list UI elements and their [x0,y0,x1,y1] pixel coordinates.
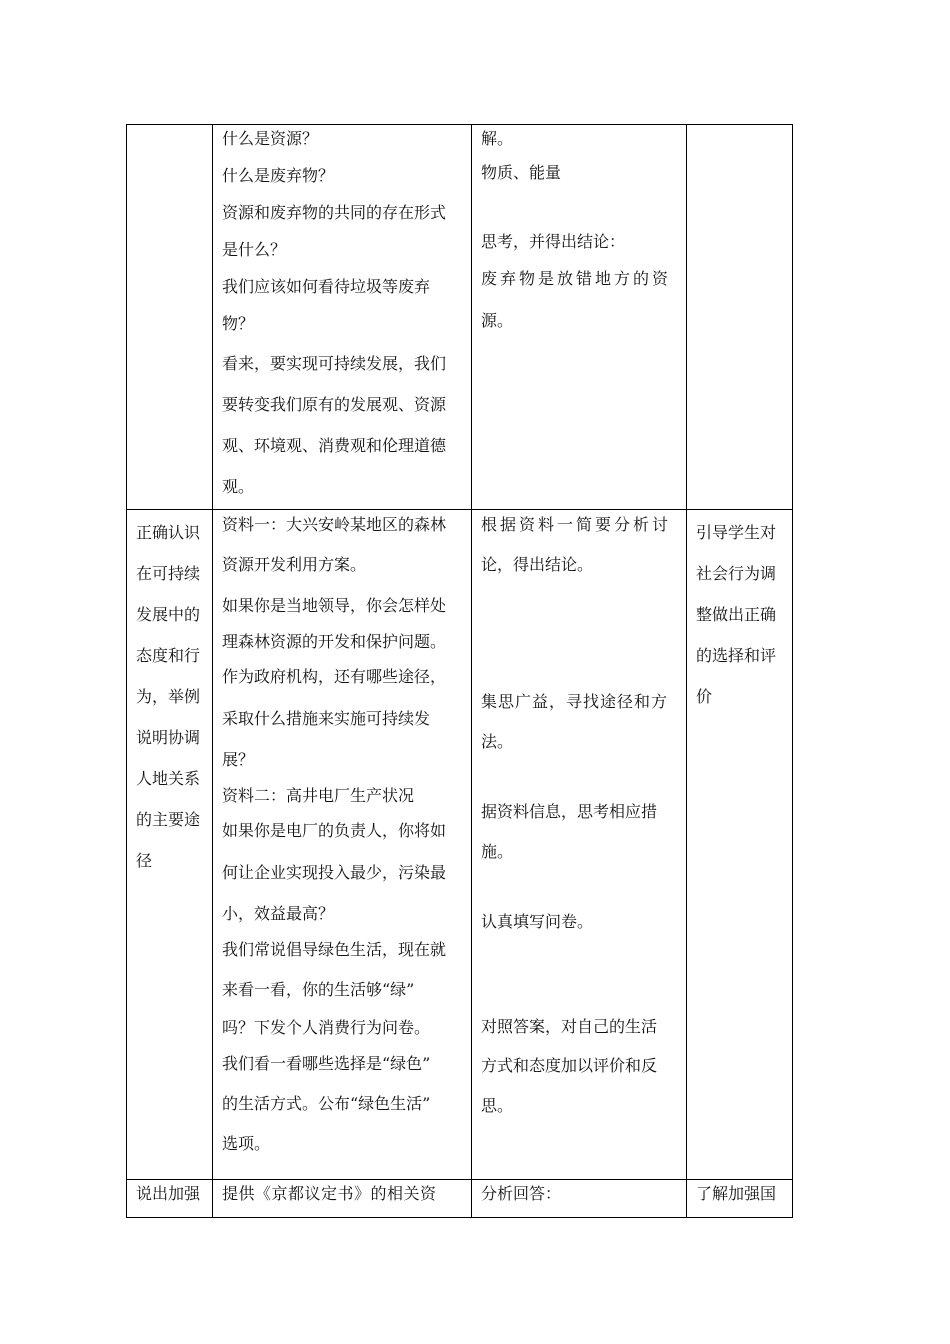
row2-col2-line: 吗？下发个人消费行为问卷。 [222,1018,431,1037]
row1-col3-line: 物质、能量 [481,163,562,182]
row1-col3-line: 源。 [481,311,514,330]
row3-col3-cell [481,1184,681,1204]
column-divider-3 [686,124,687,1218]
row2-col1-line: 在可持续 [136,564,201,583]
row1-col2-line: 什么是资源？ [222,129,319,148]
row1-col3-line: 解。 [481,129,514,148]
row3-col3-line: 分析回答： [481,1184,562,1203]
row2-col2-line: 资料二：高井电厂生产状况 [222,786,415,805]
row2-col2-line: 采取什么措施来实施可持续发 [222,709,431,728]
row2-col4-line: 的选择和评 [696,646,777,665]
row2-col4-line: 整做出正确 [696,605,777,624]
row1-col2-line: 是什么？ [222,240,287,259]
row-divider-1 [126,509,793,510]
row2-col3-line: 施。 [481,842,514,861]
row2-col2-line: 作为政府机构，还有哪些途径， [222,667,447,686]
row3-col2-cell [222,1184,462,1204]
row2-col1-line: 为，举例 [136,687,201,706]
row3-col4-cell [696,1184,790,1204]
row1-col2-cell [222,120,462,507]
row1-col2-line: 资源和废弃物的共同的存在形式 [222,203,447,222]
row2-col2-line: 何让企业实现投入最少，污染最 [222,863,447,882]
table-border-right [792,124,793,1218]
row3-col4-line: 了解加强国 [696,1184,777,1203]
row2-col2-line: 资源开发利用方案。 [222,555,367,574]
row2-col1-line: 说明协调 [136,728,201,747]
lesson-plan-table [126,124,793,1218]
row2-col3-line: 对照答案，对自己的生活 [481,1017,658,1036]
row2-col3-line: 法。 [481,732,514,751]
row2-col2-line: 如果你是当地领导，你会怎样处 [222,596,447,615]
row2-col2-line: 理森林资源的开发和保护问题。 [222,632,447,651]
row2-col1-line: 发展中的 [136,605,201,624]
row1-col2-line: 观、环境观、消费观和伦理道德 [222,436,447,455]
column-divider-1 [212,124,213,1218]
row2-col1-line: 径 [136,851,153,870]
row2-col3-line: 据资料信息，思考相应措 [481,802,658,821]
row2-col1-line: 正确认识 [136,523,201,542]
row2-col3-line: 思。 [481,1096,514,1115]
row2-col2-line: 展？ [222,750,255,769]
row2-col4-line: 社会行为调 [696,564,777,583]
row2-col3-line: 认真填写问卷。 [481,912,594,931]
row2-col3-line: 方式和态度加以评价和反 [481,1056,658,1075]
row2-col3-line: 论，得出结论。 [481,555,594,574]
row2-col2-line: 我们常说倡导绿色生活，现在就 [222,940,447,959]
row2-col1-line: 人地关系 [136,769,201,788]
row1-col2-line: 我们应该如何看待垃圾等废弃 [222,277,431,296]
row2-col3-line: 根据资料一简要分析讨 [481,515,672,534]
row2-col1-line: 的主要途 [136,810,201,829]
row2-col2-line: 如果你是电厂的负责人，你将如 [222,821,447,840]
row2-col2-line: 的生活方式。公布“绿色生活” [222,1094,431,1113]
column-divider-2 [471,124,472,1218]
row2-col4-line: 引导学生对 [696,523,777,542]
table-border-left [126,124,127,1218]
row-divider-2 [126,1179,793,1180]
row1-col3-line: 废弃物是放错地方的资 [481,269,672,288]
row2-col1-line: 态度和行 [136,646,201,665]
row2-col2-line: 选项。 [222,1134,271,1153]
table-border-bottom [126,1217,793,1218]
row3-col1-cell [136,1184,208,1204]
row3-col2-line: 提供《京都议定书》的相关资 [222,1184,437,1203]
row2-col2-line: 来看一看，你的生活够“绿” [222,980,415,999]
row2-col1-cell [136,512,208,881]
row2-col4-line: 价 [696,687,713,706]
row2-col2-line: 小，效益最高？ [222,904,335,923]
row1-col2-line: 观。 [222,477,255,496]
row3-col1-line: 说出加强 [136,1184,201,1203]
row2-col4-cell [696,512,790,717]
row2-col2-line: 我们看一看哪些选择是“绿色” [222,1054,431,1073]
row1-col3-line: 思考，并得出结论： [481,232,626,251]
row1-col2-line: 物？ [222,314,255,333]
row1-col2-line: 要转变我们原有的发展观、资源 [222,395,447,414]
row2-col3-line: 集思广益，寻找途径和方 [481,692,669,711]
row1-col2-line: 看来，要实现可持续发展，我们 [222,354,447,373]
row1-col2-line: 什么是废弃物？ [222,166,335,185]
row2-col2-line: 资料一：大兴安岭某地区的森林 [222,515,447,534]
